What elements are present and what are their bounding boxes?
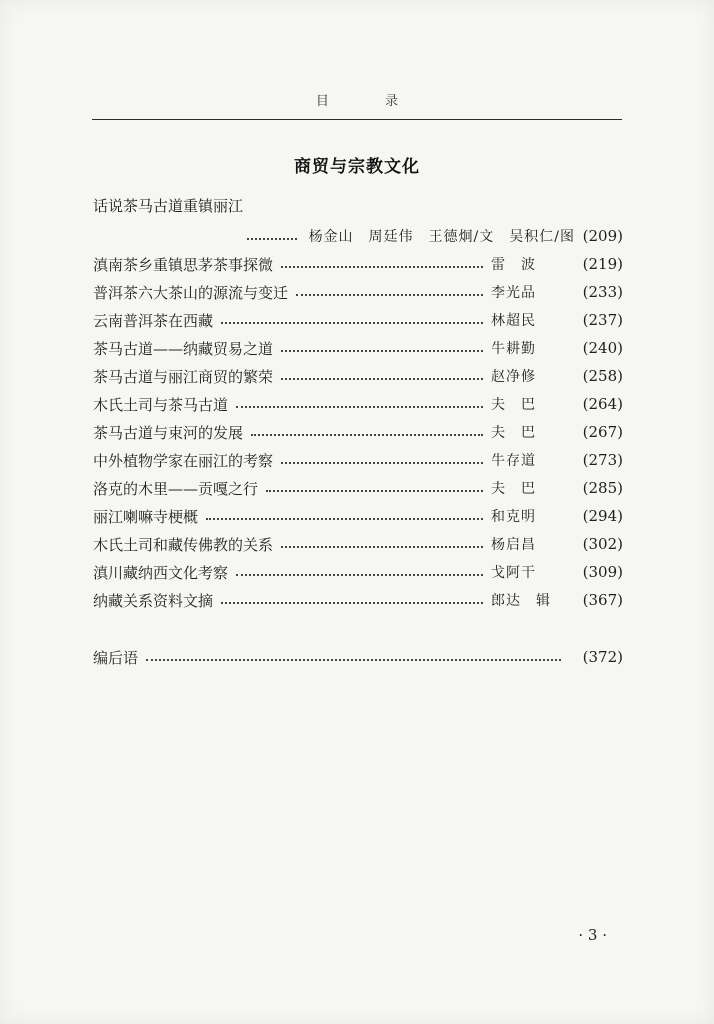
toc-entry — [93, 531, 623, 557]
toc-entry-page: (233) — [582, 283, 623, 301]
dot-leader — [236, 406, 483, 408]
toc-entry-page: (302) — [582, 535, 623, 553]
toc-entry-page: (367) — [582, 591, 623, 609]
toc-entry-title: 编后语 — [93, 648, 139, 667]
toc-entry-author: 杨启昌 — [491, 537, 536, 553]
header-rule — [92, 119, 622, 120]
toc-entry-author: 戈阿干 — [491, 565, 536, 581]
toc-entry-title: 茶马古道——纳藏贸易之道 — [93, 339, 274, 358]
toc-entry-afterword — [93, 644, 623, 670]
toc-entry — [93, 279, 623, 305]
dot-leader — [236, 574, 483, 576]
toc-entry-title: 普洱茶六大茶山的源流与变迁 — [93, 283, 289, 302]
toc-entry-author: 李光品 — [491, 285, 536, 301]
toc-entry-credit-row — [93, 223, 623, 249]
toc-entry-title: 木氏土司与茶马古道 — [93, 395, 229, 414]
toc-entry — [93, 251, 623, 277]
dot-leader — [266, 490, 483, 492]
dot-leader — [247, 238, 297, 240]
page-number: · 3 · — [578, 926, 607, 944]
toc-entry-author: 牛存道 — [491, 453, 536, 469]
dot-leader — [146, 659, 561, 661]
toc-entry-title: 茶马古道与丽江商贸的繁荣 — [93, 367, 274, 386]
toc-entry-title: 丽江喇嘛寺梗概 — [93, 507, 199, 526]
toc-entry-page: (273) — [582, 451, 623, 469]
dot-leader — [221, 322, 483, 324]
toc-entry-page: (372) — [582, 648, 623, 666]
toc-entry-page: (209) — [582, 227, 623, 245]
section-heading: 商贸与宗教文化 — [294, 157, 420, 177]
dot-leader — [296, 294, 483, 296]
toc-entry — [93, 391, 623, 417]
dot-leader — [251, 434, 483, 436]
dot-leader — [221, 602, 483, 604]
toc-entry — [93, 503, 623, 529]
toc-entry — [93, 475, 623, 501]
toc-entry-author: 雷 波 — [491, 257, 536, 273]
toc-entry-title: 纳藏关系资料文摘 — [93, 591, 214, 610]
toc-entry-page: (309) — [582, 563, 623, 581]
toc-entry-title: 云南普洱茶在西藏 — [93, 311, 214, 330]
toc-entry-author: 夫 巴 — [491, 397, 536, 413]
toc-entry — [93, 419, 623, 445]
toc-entry-author: 牛耕勤 — [491, 341, 536, 357]
toc-entry-page: (285) — [582, 479, 623, 497]
dot-leader — [281, 462, 483, 464]
toc-entry — [93, 559, 623, 585]
toc-entry-page: (219) — [582, 255, 623, 273]
toc-entry-title: 话说茶马古道重镇丽江 — [93, 197, 244, 215]
toc-entry-title: 洛克的木里——贡嘎之行 — [93, 479, 259, 498]
toc-entry-author: 林超民 — [491, 313, 536, 329]
toc-entry-author: 和克明 — [491, 509, 536, 525]
dot-leader — [281, 378, 483, 380]
dot-leader — [281, 546, 483, 548]
toc-entry — [93, 363, 623, 389]
toc-entry-page: (294) — [582, 507, 623, 525]
toc-entry — [93, 335, 623, 361]
toc-entry-author: 夫 巴 — [491, 425, 536, 441]
toc-entry-title: 滇川藏纳西文化考察 — [93, 563, 229, 582]
toc-entry-page: (240) — [582, 339, 623, 357]
toc-entry-credit: 杨金山 周廷伟 王德炯/文 吴积仁/图 — [308, 229, 575, 245]
dot-leader — [281, 350, 483, 352]
dot-leader — [281, 266, 483, 268]
toc-entry — [93, 587, 623, 613]
toc-entry-page: (264) — [582, 395, 623, 413]
toc-entry-page: (258) — [582, 367, 623, 385]
toc-entry-title: 中外植物学家在丽江的考察 — [93, 451, 274, 470]
toc-entry-title: 木氏土司和藏传佛教的关系 — [93, 535, 274, 554]
toc-entry-author: 夫 巴 — [491, 481, 536, 497]
running-header: 目 录 — [315, 94, 425, 109]
toc-entry-title: 茶马古道与束河的发展 — [93, 423, 244, 442]
toc-entry — [93, 307, 623, 333]
toc-entry — [93, 447, 623, 473]
toc-entry-author: 赵净修 — [491, 369, 536, 385]
toc-entry-page: (267) — [582, 423, 623, 441]
toc-entry-title: 滇南茶乡重镇思茅茶事探微 — [93, 255, 274, 274]
dot-leader — [206, 518, 483, 520]
toc-entry-page: (237) — [582, 311, 623, 329]
toc-entry-author: 郎达 辑 — [491, 593, 551, 609]
